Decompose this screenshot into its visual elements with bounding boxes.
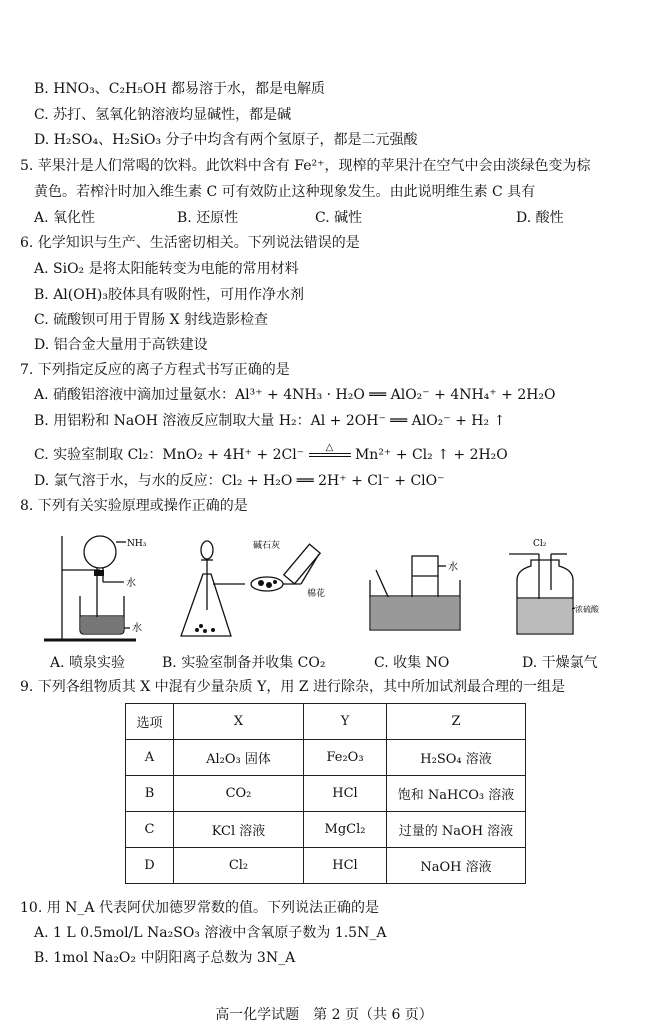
- table-cell: D: [126, 848, 174, 884]
- q5-stem-line2: 黄色。若榨汁时加入维生素 C 可有效防止这种现象发生。由此说明维生素 C 具有: [34, 184, 536, 200]
- q9-stem: 9. 下列各组物质其 X 中混有少量杂质 Y，用 Z 进行除杂，其中所加试剂最合理的一组是: [20, 679, 565, 695]
- q7-option-d: D. 氯气溶于水，与水的反应：Cl₂ + H₂O ══ 2H⁺ + Cl⁻ + ClO⁻: [34, 473, 445, 489]
- q4-option-c: C. 苏打、氢氧化钠溶液均显碱性，都是碱: [34, 107, 292, 123]
- table-cell: H₂SO₄ 溶液: [387, 740, 526, 776]
- table-header-cell: X: [174, 704, 304, 740]
- heat-symbol: △: [325, 442, 334, 453]
- table-cell: NaOH 溶液: [387, 848, 526, 884]
- cl2-label: Cl₂: [533, 539, 547, 549]
- cotton-label: 棉花: [307, 589, 326, 599]
- q6-option-a: A. SiO₂ 是将太阳能转变为电能的常用材料: [34, 261, 299, 277]
- q8-option-a: A. 喷泉实验: [50, 655, 126, 671]
- nh3-label: NH₃: [127, 539, 147, 549]
- no-collection-figure: [360, 530, 470, 648]
- table-header-cell: 选项: [126, 704, 174, 740]
- table-cell: B: [126, 776, 174, 812]
- table-header-cell: Y: [304, 704, 387, 740]
- q6-option-b: B. Al(OH)₃胶体具有吸附性，可用作净水剂: [34, 287, 304, 303]
- q7-option-c: [34, 442, 508, 464]
- table-cell: Cl₂: [174, 848, 304, 884]
- table-cell: Fe₂O₃: [304, 740, 387, 776]
- q8-option-b: B. 实验室制备并收集 CO₂: [162, 655, 326, 671]
- table-cell: KCl 溶液: [174, 812, 304, 848]
- page-footer: 高一化学试题 第 2 页（共 6 页）: [215, 1007, 433, 1023]
- soda-lime-label: 碱石灰: [253, 541, 281, 551]
- table-cell: MgCl₂: [304, 812, 387, 848]
- q4-option-d: D. H₂SO₄、H₂SiO₃ 分子中均含有两个氢原子，都是二元强酸: [34, 132, 418, 148]
- conc-sulfuric-acid-label: 浓硫酸: [575, 605, 599, 614]
- table-cell: HCl: [304, 848, 387, 884]
- table-header-cell: Z: [387, 704, 526, 740]
- q7-stem: 7. 下列指定反应的离子方程式书写正确的是: [20, 362, 290, 378]
- co2-preparation-figure: [175, 530, 335, 648]
- q7-option-b: B. 用铝粉和 NaOH 溶液反应制取大量 H₂：Al + 2OH⁻ ══ AlO₂⁻ + H₂ ↑: [34, 413, 506, 429]
- table-cell: HCl: [304, 776, 387, 812]
- table-cell: Al₂O₃ 固体: [174, 740, 304, 776]
- q5-stem-line1: 5. 苹果汁是人们常喝的饮料。此饮料中含有 Fe²⁺，现榨的苹果汁在空气中会由淡绿色变为棕: [20, 158, 591, 174]
- water-label-1: 水: [126, 578, 136, 589]
- table-row: [126, 776, 526, 812]
- q6-stem: 6. 化学知识与生产、生活密切相关。下列说法错误的是: [20, 235, 360, 251]
- table-cell: 过量的 NaOH 溶液: [387, 812, 526, 848]
- q5-option-c: C. 碱性: [315, 210, 363, 226]
- q4-option-b: B. HNO₃、C₂H₅OH 都易溶于水，都是电解质: [34, 81, 326, 97]
- q7-option-c-reactants: C. 实验室制取 Cl₂：MnO₂ + 4H⁺ + 2Cl⁻: [34, 447, 305, 463]
- q8-option-d: D. 干燥氯气: [522, 655, 598, 671]
- q9-table: [125, 703, 526, 884]
- q10-stem: 10. 用 N_A 代表阿伏加德罗常数的值。下列说法正确的是: [20, 900, 379, 916]
- heat-condition-arrow: [309, 442, 351, 457]
- table-header-row: [126, 704, 526, 740]
- q8-option-c: C. 收集 NO: [374, 655, 450, 671]
- table-row: [126, 848, 526, 884]
- q5-option-d: D. 酸性: [516, 210, 564, 226]
- q7-option-c-products: Mn²⁺ + Cl₂ ↑ + 2H₂O: [354, 447, 508, 463]
- q5-option-b: B. 还原性: [177, 210, 239, 226]
- q6-option-d: D. 铝合金大量用于高铁建设: [34, 337, 208, 353]
- table-row: [126, 812, 526, 848]
- table-cell: CO₂: [174, 776, 304, 812]
- water-label-3: 水: [448, 562, 458, 573]
- table-row: [126, 740, 526, 776]
- q10-option-b: B. 1mol Na₂O₂ 中阴阳离子总数为 3N_A: [34, 950, 296, 966]
- water-label-2: 水: [132, 623, 142, 634]
- q6-option-c: C. 硫酸钡可用于胃肠 X 射线造影检查: [34, 312, 268, 328]
- table-cell: 饱和 NaHCO₃ 溶液: [387, 776, 526, 812]
- table-cell: C: [126, 812, 174, 848]
- q7-option-a: A. 硝酸铝溶液中滴加过量氨水：Al³⁺ + 4NH₃ · H₂O ══ AlO₂⁻ + 4NH₄⁺ + 2H₂O: [34, 387, 556, 403]
- fountain-apparatus-figure: [40, 530, 150, 648]
- table-cell: A: [126, 740, 174, 776]
- dry-chlorine-figure: [505, 530, 605, 648]
- q8-stem: 8. 下列有关实验原理或操作正确的是: [20, 498, 248, 514]
- q5-option-a: A. 氧化性: [34, 210, 96, 226]
- q10-option-a: A. 1 L 0.5mol/L Na₂SO₃ 溶液中含氧原子数为 1.5N_A: [34, 925, 387, 941]
